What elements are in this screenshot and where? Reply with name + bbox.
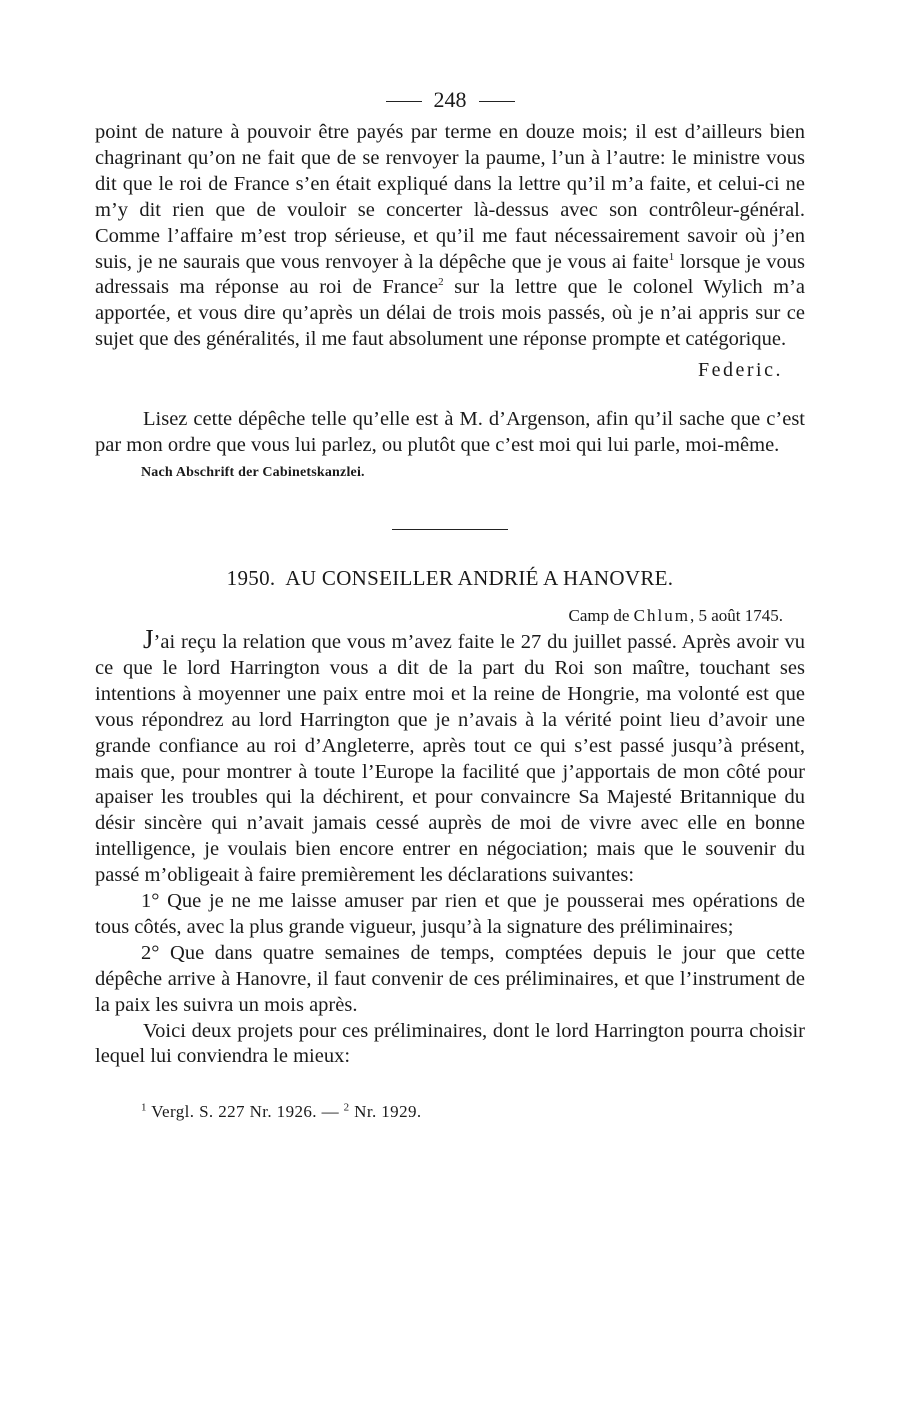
letter2-closing: Voici deux projets pour ces préliminaires, dont le lord Harrington pourra choisir lequel lui conviendra le mieux: bbox=[95, 1019, 805, 1068]
postscript: Lisez cette dépêche telle qu’elle est à M. d’Argenson, afin qu’il sache que c’est par mon ordre que vous lui parlez, ou plutôt que c’est moi qui lui parle, moi-même. bbox=[95, 408, 805, 457]
footnote-mark-1: 1 bbox=[141, 1101, 147, 1114]
drop-cap: J bbox=[143, 623, 154, 654]
source-note: Nach Abschrift der Cabinetskanzlei. bbox=[141, 464, 365, 480]
letter1-body bbox=[95, 120, 805, 353]
header-dash-right bbox=[479, 101, 515, 102]
place-name: Chlum bbox=[633, 605, 690, 625]
letter1-line-tail-b: lorsque je vous adressais ma réponse au roi de France bbox=[95, 250, 806, 299]
list-item-2: 2° Que dans quatre semaines de temps, comptées depuis le jour que cette dépêche arrive à Hanovre, il faut convenir de ces préliminaires, et que l’instrument de la paix les suivra un mois après. bbox=[95, 941, 805, 1016]
letter1-line-tail-c: sur la lettre que le colonel Wylich m’a apportée, et vous dire qu’après un délai de trois mois passés, où je n’ai appris sur ce sujet que des généralités, il me faut absolument une réponse prompte et catégorique. bbox=[95, 276, 805, 351]
footnote-mark-2: 2 bbox=[343, 1101, 350, 1114]
document-number: 1950. bbox=[226, 565, 276, 590]
page-header bbox=[95, 80, 805, 120]
footnote-ref-2: 2 bbox=[438, 276, 444, 289]
footnote-ref-1: 1 bbox=[668, 250, 675, 263]
letter1-line-tail-a: ai faite bbox=[611, 250, 669, 273]
section-divider bbox=[392, 529, 508, 530]
place-prefix: Camp de bbox=[568, 605, 634, 625]
header-dash-left bbox=[386, 101, 422, 102]
letter2-intro-text: ’ai reçu la relation que vous m’avez faite le 27 du juillet passé. Après avoir vu ce que le lord Harrington vous a dit de la part du Roi son maître, touchant ses intentions à moyenner une paix entre moi et la reine de Hongrie, ma volonté est que vous répondrez au lord Harrington que je n’avais à la vérité point lieu d’avoir une grande confiance au roi d’Angleterre, après tout ce qui s’est passé jusqu’à présent, mais que, pour montrer à toute l’Europe la facilité que j’apportais de mon côté pour apaiser les troubles qui la déchirent, et pour convaincre Sa Majesté Britannique du désir sincère qui n’avait jamais cessé auprès de moi de vivre avec elle en bonne intelligence, je voulais bien encore entrer en négociation; mais que le souvenir du passé m’obligeait à faire premièrement les déclarations suivantes: bbox=[95, 630, 805, 887]
letter-date: , 5 août 1745. bbox=[689, 605, 783, 625]
signature: Federic. bbox=[698, 359, 783, 382]
document-page bbox=[95, 80, 805, 1122]
footnotes bbox=[95, 1102, 805, 1122]
page-number: 248 bbox=[433, 87, 467, 112]
letter2-intro bbox=[95, 623, 805, 889]
footnote-text-1: Vergl. S. 227 Nr. 1926. — bbox=[146, 1102, 344, 1122]
list-item-1: 1° Que je ne me laisse amuser par rien et que je pousserai mes opérations de tous côtés, avec la plus grande vigueur, jusqu’à la signature des préliminaires; bbox=[95, 890, 805, 938]
document-title bbox=[95, 566, 805, 591]
document-heading: AU CONSEILLER ANDRIÉ A HANOVRE. bbox=[285, 565, 674, 590]
place-date-line bbox=[95, 603, 783, 629]
letter1-body-text: point de nature à pouvoir être payés par terme en douze mois; il est d’ailleurs bien chagrinant qu’on ne fait que de se renvoyer la paume, l’un à l’autre: le ministre vous dit que le roi de France s’en était expliqué dans la lettre qu’il m’a faite, et celui-ci ne m’y dit rien que de vouloir se concerter là-dessus avec son contrôleur-général. Comme l’affaire m’est trop sérieuse, et qu’il me faut nécessairement savoir où j’en suis, je ne saurais que vous renvoyer à la dépêche que je vous bbox=[95, 121, 805, 273]
footnote-text-2: Nr. 1929. bbox=[349, 1102, 422, 1122]
